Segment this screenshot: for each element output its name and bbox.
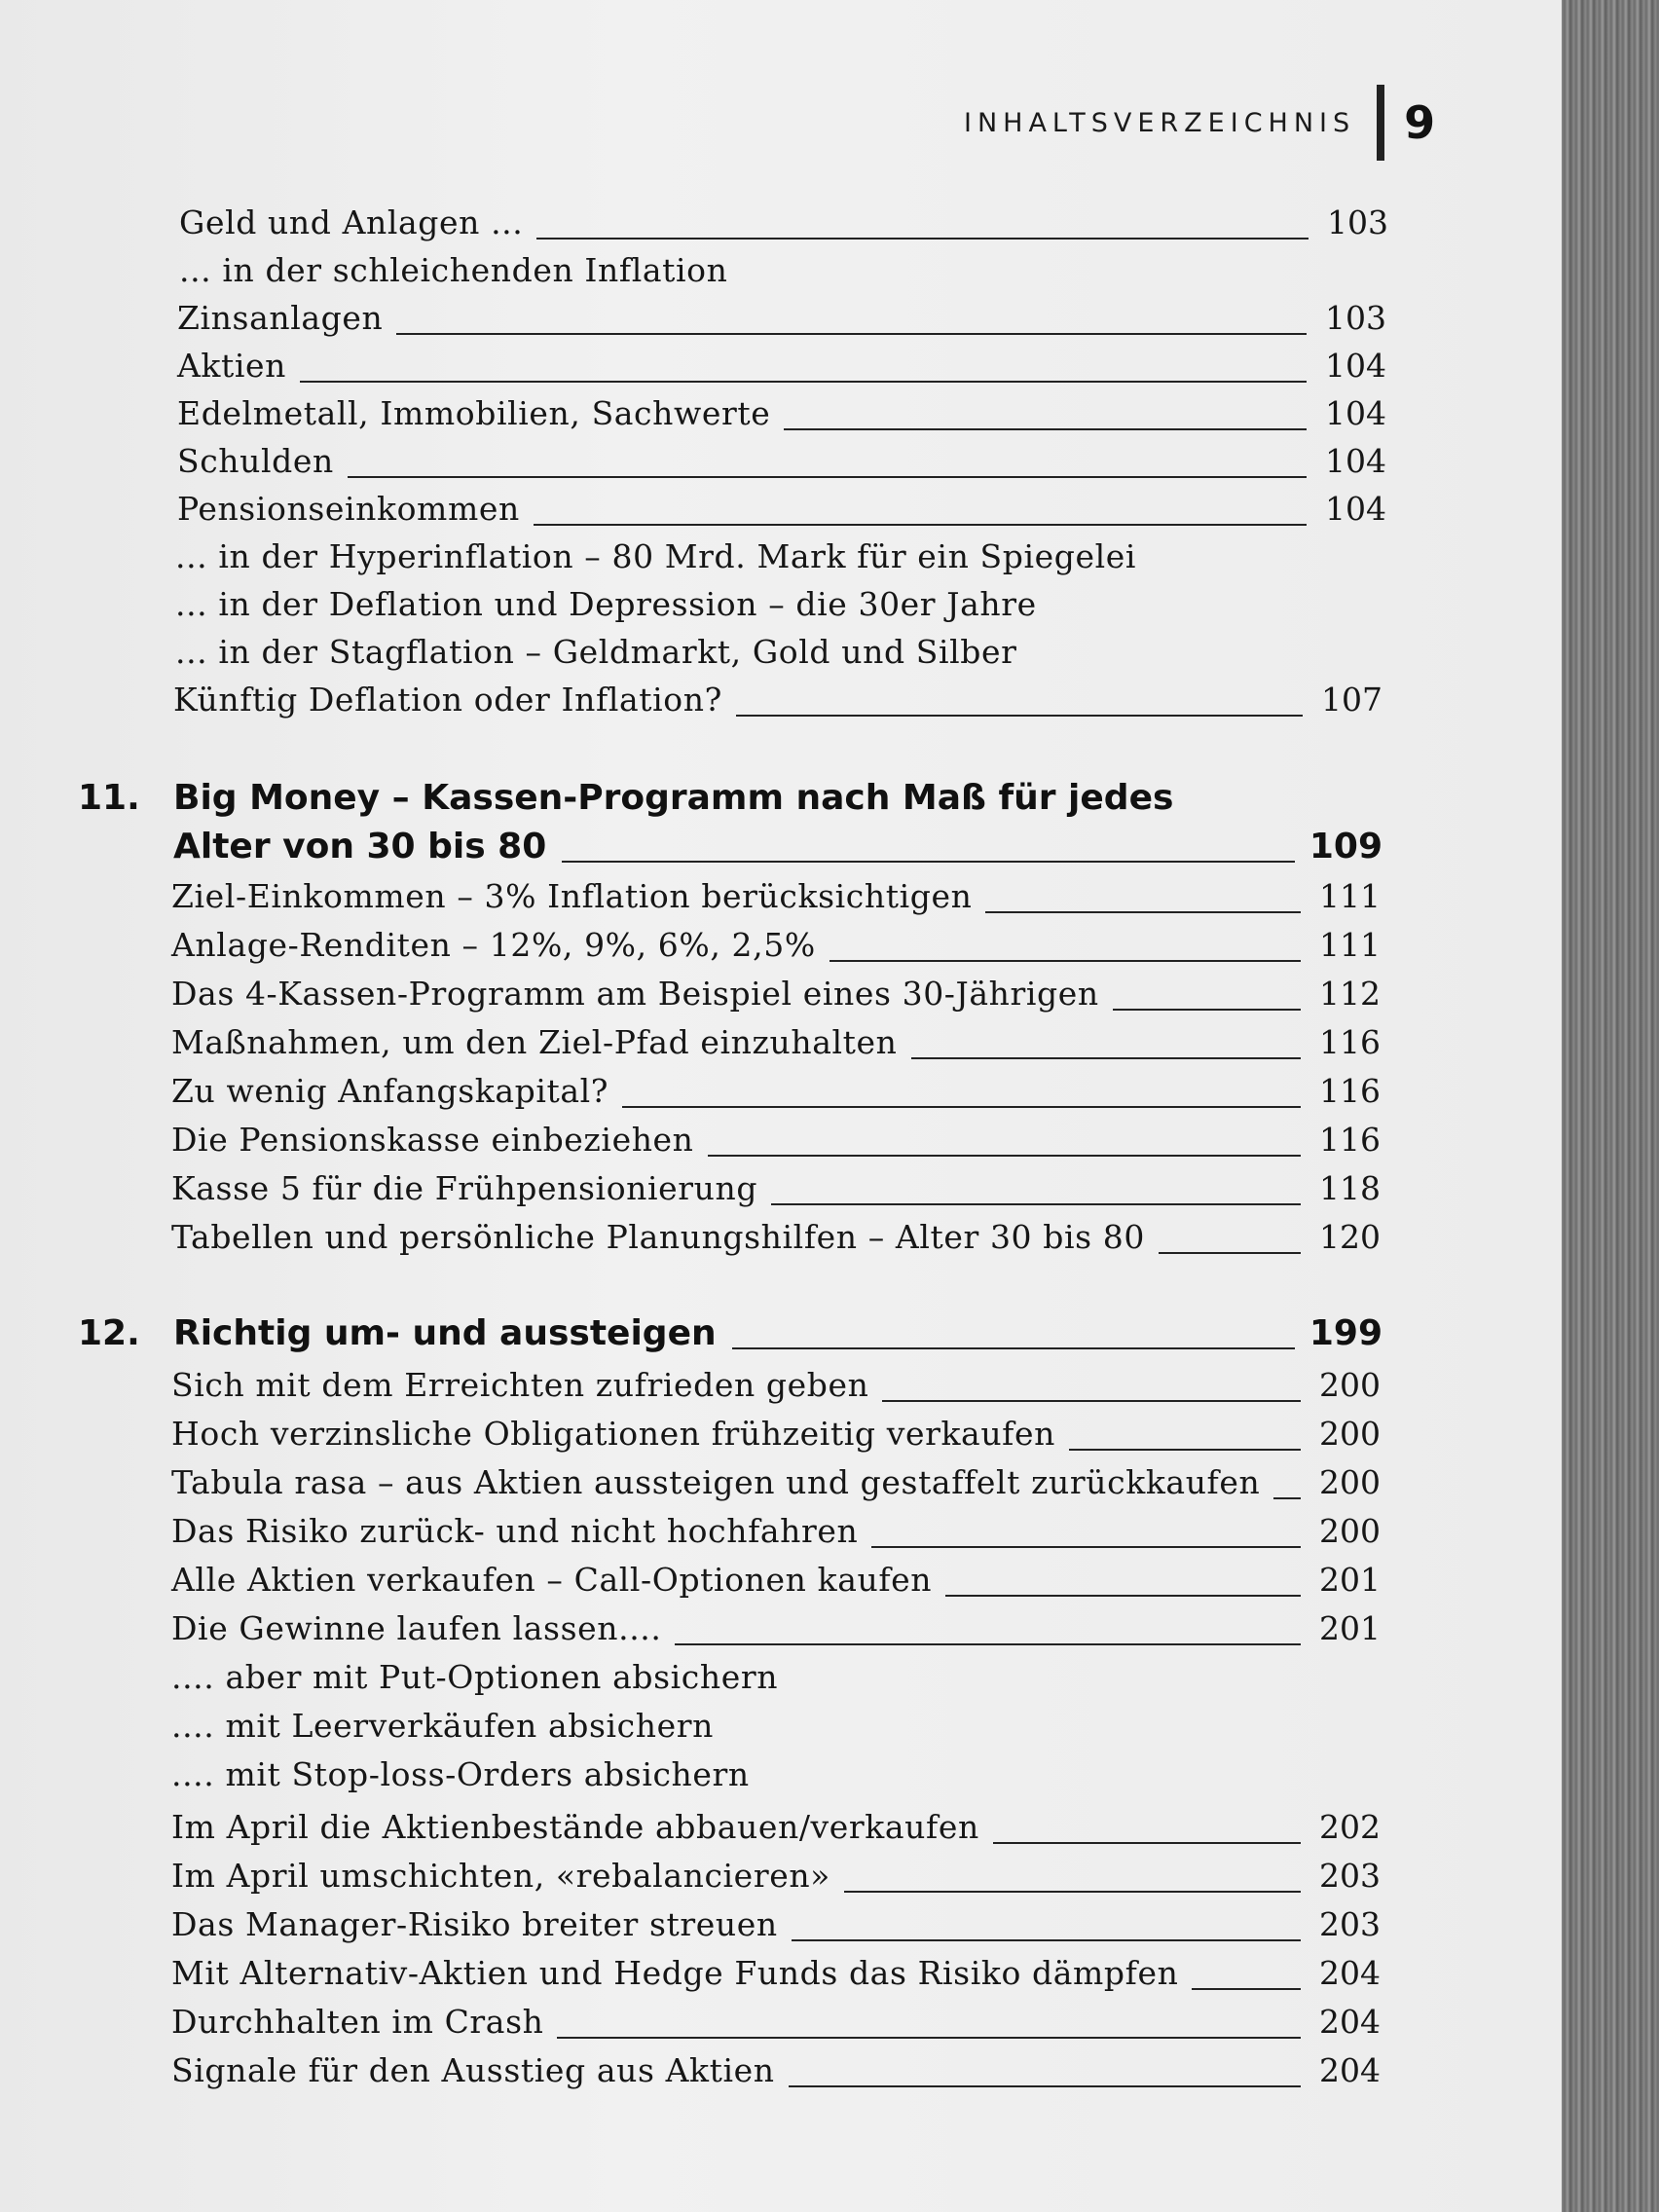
- toc-entry-title: .... aber mit Put-Optionen absichern: [171, 1658, 779, 1696]
- toc-entry: [177, 340, 1386, 385]
- toc-entry-page: 104: [1325, 394, 1386, 432]
- toc-entry: [171, 1456, 1381, 1501]
- toc-entry-title: Pensionseinkommen: [177, 490, 520, 528]
- toc-entry-page: 204: [1319, 2003, 1381, 2041]
- running-header: [964, 92, 1435, 154]
- toc-entry: [171, 1700, 1381, 1745]
- chapter-number: 12.: [78, 1313, 140, 1353]
- toc-entry: [175, 626, 1384, 671]
- toc-entry: [171, 870, 1381, 915]
- toc-entry: [177, 483, 1386, 528]
- toc-entry: [171, 1016, 1381, 1061]
- toc-entry-title: ... in der schleichenden Inflation: [179, 251, 728, 289]
- toc-entry-page: 204: [1319, 2051, 1381, 2089]
- chapter-number: 11.: [78, 778, 140, 818]
- leader-line: [622, 1105, 1301, 1108]
- toc-entry-title: Im April die Aktienbestände abbauen/verkaufen: [171, 1808, 979, 1846]
- toc-entry-title: Durchhalten im Crash: [171, 2003, 544, 2041]
- toc-entry-title: Tabellen und persönliche Planungshilfen – Alter 30 bis 80: [171, 1218, 1145, 1256]
- toc-entry: [171, 1947, 1381, 1992]
- leader-line: [882, 1399, 1301, 1402]
- toc-entry-title: Die Gewinne laufen lassen....: [171, 1609, 662, 1647]
- toc-entry-title: ... in der Deflation und Depression – die 30er Jahre: [175, 585, 1037, 623]
- toc-entry-title: Ziel-Einkommen – 3% Inflation berücksichtigen: [171, 877, 973, 915]
- toc-entry: [171, 1749, 1381, 1793]
- toc-entry-page: 201: [1319, 1561, 1381, 1599]
- toc-entry-title: Das Risiko zurück- und nicht hochfahren: [171, 1512, 859, 1550]
- leader-line: [911, 1056, 1301, 1059]
- toc-entry-page: 200: [1319, 1415, 1381, 1453]
- toc-entry-title: Alle Aktien verkaufen – Call-Optionen kaufen: [171, 1561, 933, 1599]
- toc-entry: [179, 197, 1388, 241]
- chapter-title: Big Money – Kassen-Programm nach Maß für jedes: [173, 778, 1174, 818]
- toc-entry: [177, 292, 1386, 337]
- toc-entry-title: Tabula rasa – aus Aktien aussteigen und gestaffelt zurückkaufen: [171, 1463, 1261, 1501]
- leader-line: [396, 332, 1307, 335]
- toc-entry-title: Im April umschichten, «rebalancieren»: [171, 1857, 830, 1895]
- toc-entry: [171, 1114, 1381, 1159]
- leader-line: [1159, 1251, 1301, 1254]
- leader-line: [830, 959, 1301, 962]
- toc-entry-page: 200: [1319, 1463, 1381, 1501]
- toc-entry: [171, 1651, 1381, 1696]
- toc-entry-page: 104: [1325, 442, 1386, 480]
- toc-entry-title: Künftig Deflation oder Inflation?: [173, 681, 722, 719]
- toc-entry-title: Aktien: [177, 347, 287, 385]
- toc-entry: [171, 2045, 1381, 2089]
- header-divider-bar: [1377, 85, 1384, 161]
- chapter-heading: [78, 1307, 1382, 1353]
- toc-entry: [175, 531, 1384, 575]
- toc-entry-title: Signale für den Ausstieg aus Aktien: [171, 2051, 775, 2089]
- toc-entry-title: Edelmetall, Immobilien, Sachwerte: [177, 394, 771, 432]
- toc-entry-title: .... mit Leerverkäufen absichern: [171, 1707, 714, 1745]
- toc-entry-title: Die Pensionskasse einbeziehen: [171, 1121, 694, 1159]
- toc-entry-title: Anlage-Renditen – 12%, 9%, 6%, 2,5%: [171, 926, 816, 964]
- chapter-title: Richtig um- und aussteigen: [173, 1313, 717, 1353]
- toc-entry: [171, 1801, 1381, 1846]
- chapter-page: 199: [1309, 1313, 1382, 1353]
- toc-entry-page: 111: [1319, 926, 1381, 964]
- toc-entry-page: 104: [1325, 347, 1386, 385]
- running-header-title: INHALTSVERZEICHNIS: [964, 107, 1356, 138]
- toc-entry-title: Das 4-Kassen-Programm am Beispiel eines 30-Jährigen: [171, 975, 1099, 1013]
- leader-line: [557, 2036, 1301, 2039]
- toc-entry: [171, 1211, 1381, 1256]
- toc-entry-page: 204: [1319, 1954, 1381, 1992]
- toc-entry-title: ... in der Stagflation – Geldmarkt, Gold und Silber: [175, 633, 1017, 671]
- leader-line: [771, 1202, 1301, 1205]
- toc-entry-title: Zu wenig Anfangskapital?: [171, 1072, 609, 1110]
- chapter-heading: [78, 771, 1382, 818]
- leader-line: [945, 1594, 1301, 1597]
- toc-entry-title: Das Manager-Risiko breiter streuen: [171, 1905, 778, 1943]
- toc-entry: [171, 1850, 1381, 1895]
- leader-line: [300, 380, 1307, 383]
- toc-entry: [171, 1408, 1381, 1453]
- leader-line: [736, 714, 1303, 717]
- leader-line: [348, 475, 1307, 478]
- toc-entry: [171, 1162, 1381, 1207]
- leader-line: [789, 2084, 1301, 2087]
- toc-entry-page: 116: [1319, 1121, 1381, 1159]
- chapter-heading: [78, 820, 1382, 866]
- toc-entry-title: Zinsanlagen: [177, 299, 384, 337]
- leader-line: [536, 237, 1309, 240]
- toc-entry-page: 118: [1319, 1169, 1381, 1207]
- toc-entry-page: 104: [1325, 490, 1386, 528]
- toc-entry-page: 103: [1325, 299, 1386, 337]
- toc-entry-page: 200: [1319, 1366, 1381, 1404]
- leader-line: [784, 427, 1307, 430]
- leader-line: [534, 523, 1307, 526]
- toc-entry: [171, 968, 1381, 1013]
- toc-entry: [177, 435, 1386, 480]
- toc-entry: [171, 1359, 1381, 1404]
- leader-line: [675, 1642, 1301, 1645]
- leader-line: [1113, 1008, 1301, 1011]
- toc-entry-page: 202: [1319, 1808, 1381, 1846]
- leader-line: [871, 1545, 1301, 1548]
- chapter-title: Alter von 30 bis 80: [173, 827, 547, 866]
- toc-entry-page: 120: [1319, 1218, 1381, 1256]
- toc-entry: [177, 387, 1386, 432]
- leader-line: [792, 1938, 1301, 1941]
- toc-entry-title: Kasse 5 für die Frühpensionierung: [171, 1169, 758, 1207]
- leader-line: [985, 910, 1301, 913]
- toc-entry-page: 200: [1319, 1512, 1381, 1550]
- toc-entry: [175, 578, 1384, 623]
- toc-entry: [171, 1554, 1381, 1599]
- toc-entry: [171, 1065, 1381, 1110]
- leader-line: [1192, 1987, 1301, 1990]
- toc-entry: [171, 1996, 1381, 2041]
- toc-entry: [171, 1603, 1381, 1647]
- leader-line: [844, 1890, 1301, 1893]
- toc-entry: [171, 1505, 1381, 1550]
- toc-entry-page: 203: [1319, 1905, 1381, 1943]
- toc-entry-page: 103: [1327, 203, 1388, 241]
- toc-entry-title: Sich mit dem Erreichten zufrieden geben: [171, 1366, 869, 1404]
- toc-entry-title: Schulden: [177, 442, 334, 480]
- leader-line: [708, 1154, 1301, 1157]
- toc-entry-page: 112: [1319, 975, 1381, 1013]
- leader-line: [732, 1346, 1295, 1349]
- toc-entry-title: .... mit Stop-loss-Orders absichern: [171, 1755, 750, 1793]
- toc-entry-title: ... in der Hyperinflation – 80 Mrd. Mark für ein Spiegelei: [175, 537, 1137, 575]
- toc-entry-title: Geld und Anlagen ...: [179, 203, 524, 241]
- page-number: 9: [1404, 96, 1436, 149]
- toc-entry: [173, 674, 1382, 719]
- toc-entry-page: 107: [1321, 681, 1382, 719]
- toc-entry-title: Mit Alternativ-Aktien und Hedge Funds das Risiko dämpfen: [171, 1954, 1179, 1992]
- leader-line: [1069, 1448, 1301, 1451]
- toc-entry-title: Maßnahmen, um den Ziel-Pfad einzuhalten: [171, 1023, 898, 1061]
- toc-entry-page: 116: [1319, 1023, 1381, 1061]
- toc-entry: [171, 919, 1381, 964]
- toc-entry: [171, 1899, 1381, 1943]
- toc-entry-page: 116: [1319, 1072, 1381, 1110]
- leader-line: [1273, 1496, 1301, 1499]
- toc-entry-page: 203: [1319, 1857, 1381, 1895]
- toc-entry: [179, 244, 1388, 289]
- leader-line: [993, 1841, 1301, 1844]
- toc-entry-title: Hoch verzinsliche Obligationen frühzeitig verkaufen: [171, 1415, 1055, 1453]
- leader-line: [562, 860, 1295, 863]
- page-edge: [1562, 0, 1659, 2212]
- chapter-page: 109: [1309, 827, 1382, 866]
- toc-entry-page: 201: [1319, 1609, 1381, 1647]
- toc-entry-page: 111: [1319, 877, 1381, 915]
